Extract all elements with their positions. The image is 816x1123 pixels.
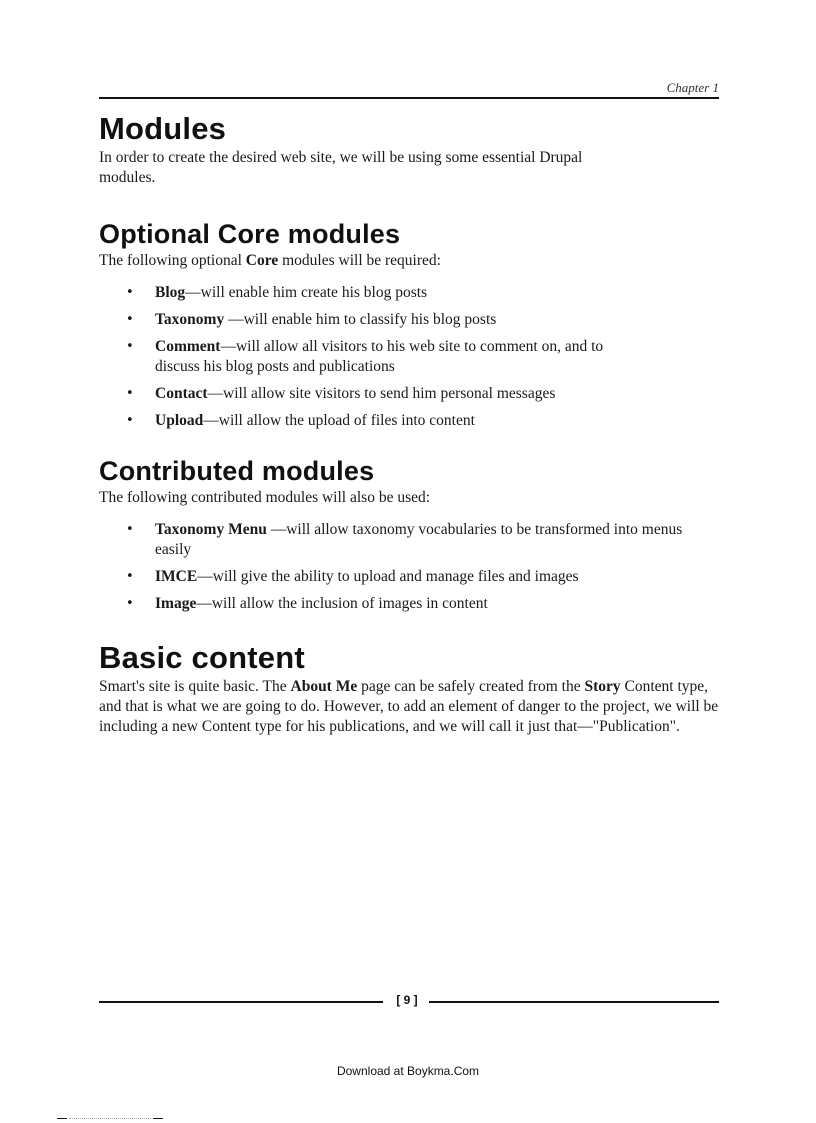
- bullet-icon: •: [126, 312, 134, 327]
- page-number: [ 9 ]: [396, 993, 418, 1007]
- module-desc: —will allow all visitors to his web site to comment on, and to discuss his blog posts and publications: [155, 338, 604, 375]
- module-desc: —will enable him create his blog posts: [185, 284, 428, 301]
- heading-contributed: Contributed modules: [99, 456, 375, 486]
- list-item-blog: [99, 283, 719, 303]
- list-item-image: [99, 594, 719, 614]
- section-basic-content: [99, 639, 719, 737]
- paragraph-text: Smart's site is quite basic. The: [99, 678, 291, 695]
- module-desc: —will enable him to classify his blog posts: [224, 311, 497, 328]
- list-item-taxonomy-menu: [99, 520, 715, 560]
- heading-modules: Modules: [99, 111, 227, 146]
- intro-text: modules will be required:: [278, 252, 441, 269]
- module-desc: —will allow the inclusion of images in content: [196, 595, 488, 612]
- header-rule: [99, 97, 719, 99]
- section-optional-core: [99, 217, 719, 431]
- download-note: Download at Boykma.Com: [336, 1064, 480, 1078]
- running-header-chapter: Chapter 1: [666, 80, 719, 95]
- section-modules: [99, 110, 719, 188]
- corner-mark-dots: [69, 1118, 151, 1119]
- bullet-icon: •: [126, 522, 134, 537]
- bold-story: Story: [584, 678, 621, 695]
- contributed-list: [99, 520, 719, 614]
- basic-content-paragraph: [99, 677, 719, 737]
- footer-rule-left: [99, 1001, 383, 1003]
- module-name: Upload: [155, 412, 204, 429]
- heading-basic-content: Basic content: [99, 640, 305, 675]
- page-footer: [99, 991, 719, 1011]
- corner-mark-right: [153, 1118, 163, 1119]
- page-content: [99, 110, 719, 737]
- bullet-icon: •: [126, 285, 134, 300]
- section-contributed: [99, 454, 719, 614]
- module-desc: —will allow the upload of files into content: [203, 412, 475, 429]
- paragraph-text: page can be safely created from the: [357, 678, 585, 695]
- module-name: IMCE: [155, 568, 198, 585]
- optional-core-intro: [99, 251, 719, 271]
- bullet-icon: •: [126, 569, 134, 584]
- modules-intro: In order to create the desired web site, we will be using some essential Drupal modules.: [99, 149, 583, 186]
- heading-optional-core: Optional Core modules: [99, 219, 401, 249]
- module-desc: —will allow site visitors to send him personal messages: [207, 385, 556, 402]
- module-name: Contact: [155, 385, 208, 402]
- bullet-icon: •: [126, 596, 134, 611]
- corner-marks: [57, 1116, 165, 1120]
- intro-bold-core: Core: [245, 252, 279, 269]
- list-item-imce: [99, 567, 719, 587]
- module-desc: —will give the ability to upload and manage files and images: [197, 568, 579, 585]
- footer-rule-right: [429, 1001, 719, 1003]
- module-name: Taxonomy: [155, 311, 225, 328]
- bullet-icon: •: [126, 386, 134, 401]
- list-item-comment: [99, 337, 625, 377]
- optional-core-list: [99, 283, 719, 431]
- list-item-upload: [99, 411, 719, 431]
- module-name: Taxonomy Menu: [155, 521, 267, 538]
- bullet-icon: •: [126, 413, 134, 428]
- module-name: Image: [155, 595, 197, 612]
- document-page: [99, 0, 719, 1123]
- module-desc: —will allow taxonomy vocabularies to be transformed into menus easily: [155, 521, 683, 558]
- corner-mark-left: [57, 1118, 67, 1119]
- list-item-contact: [99, 384, 719, 404]
- bold-about-me: About Me: [290, 678, 358, 695]
- module-name: Comment: [155, 338, 221, 355]
- intro-text: The following optional: [99, 252, 246, 269]
- module-name: Blog: [155, 284, 186, 301]
- list-item-taxonomy: [99, 310, 719, 330]
- bullet-icon: •: [126, 339, 134, 354]
- contributed-intro: The following contributed modules will also be used:: [99, 489, 431, 506]
- paragraph-text: Content type, and that is what we are going to do. However, to add an element of danger to the project, we will be including a new Content type for his publications, and we will call it just that—"Publication".: [99, 678, 719, 735]
